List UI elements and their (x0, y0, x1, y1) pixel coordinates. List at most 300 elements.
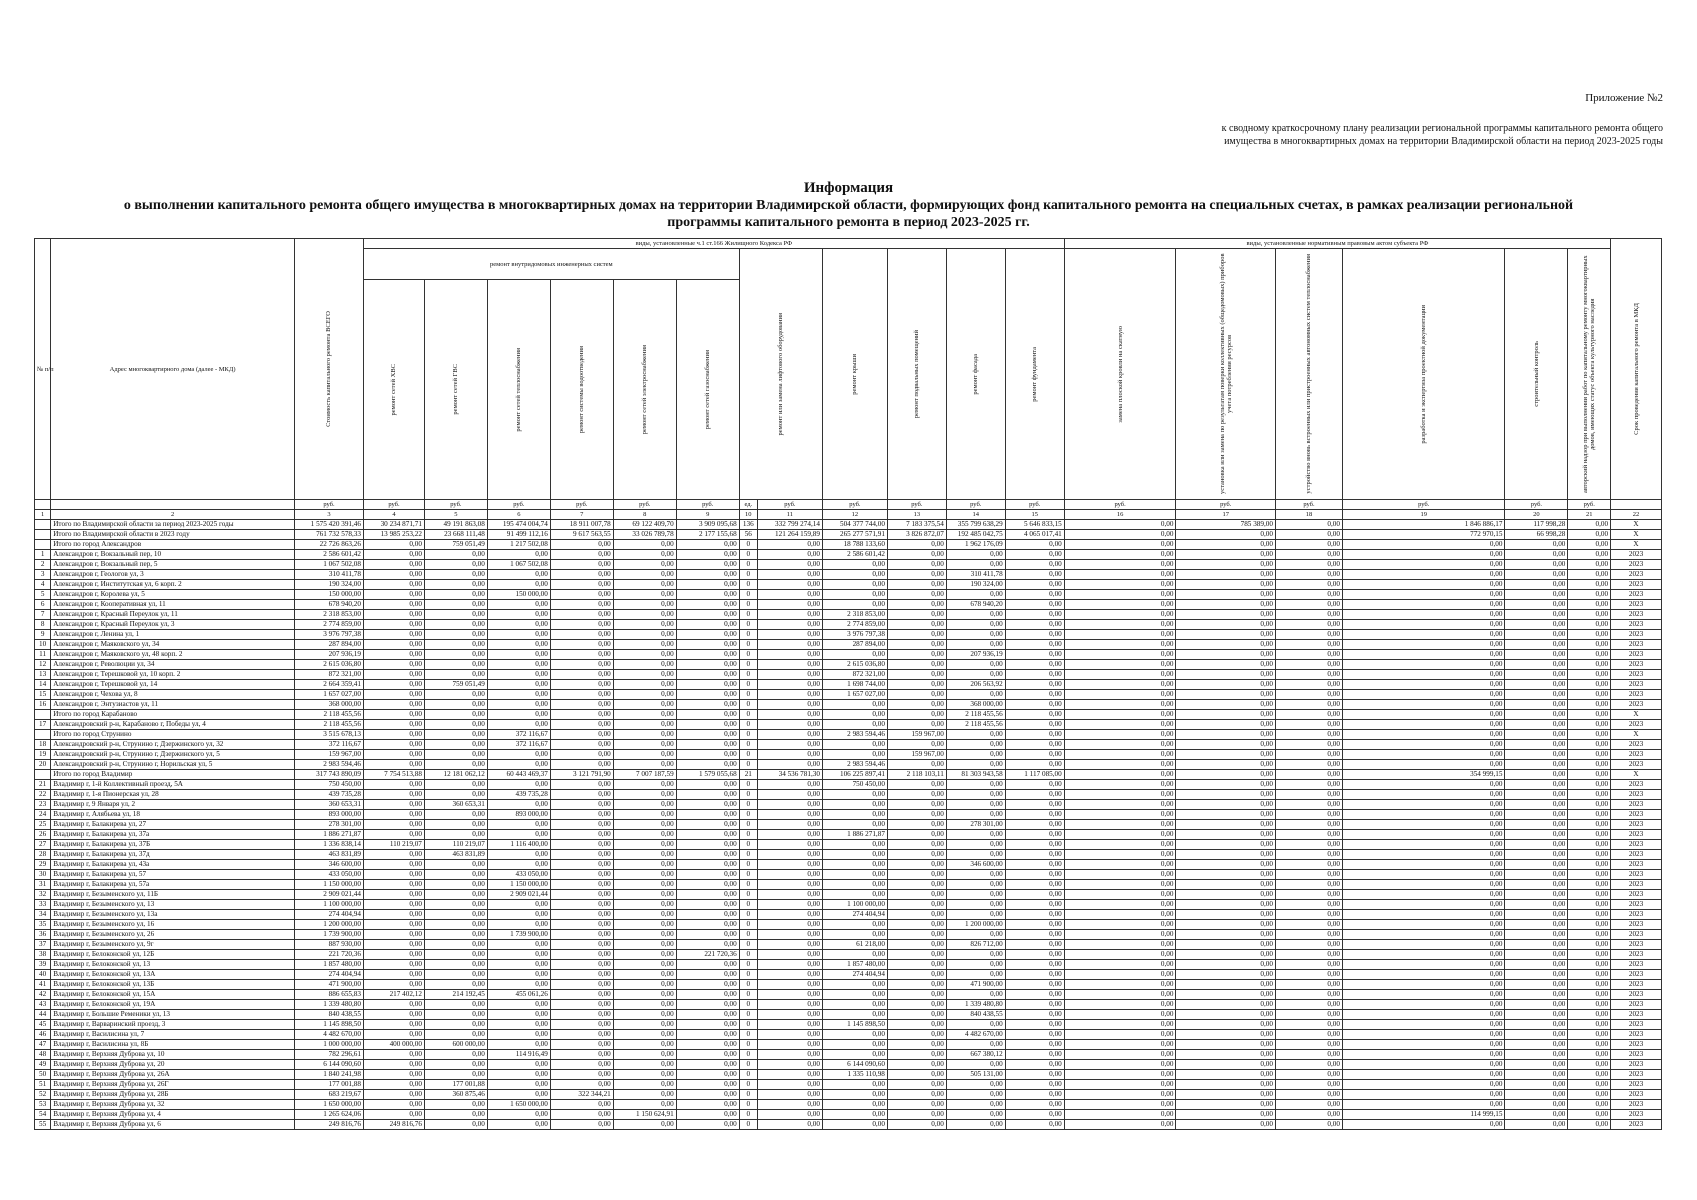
row-value: 0,00 (550, 960, 613, 970)
row-value: 0,00 (676, 1020, 739, 1030)
row-value: X (1611, 770, 1662, 780)
row-value: 0,00 (946, 1100, 1005, 1110)
row-value: 0,00 (613, 930, 676, 940)
row-value: 2023 (1611, 750, 1662, 760)
header-drain: ремонт системы водоотведения (550, 280, 613, 500)
row-value: 0,00 (1505, 1110, 1568, 1120)
row-value: 0,00 (1176, 640, 1276, 650)
row-value: 0,00 (1064, 780, 1176, 790)
row-value: 0,00 (946, 1110, 1005, 1120)
row-value: 0,00 (613, 1120, 676, 1130)
row-value: 360 653,31 (294, 800, 363, 810)
header-control: строительный контроль (1505, 249, 1568, 500)
row-value: 0,00 (1275, 650, 1342, 660)
row-value: 2023 (1611, 820, 1662, 830)
row-value: 2023 (1611, 840, 1662, 850)
row-value: 0,00 (1342, 890, 1504, 900)
row-value: 0,00 (550, 1030, 613, 1040)
row-value: 22 726 863,26 (294, 540, 363, 550)
row-address: Владимир г, Белоконской ул, 13Б (51, 980, 295, 990)
row-value: 0,00 (757, 970, 822, 980)
row-value: 0,00 (757, 1110, 822, 1120)
row-value: 0,00 (613, 960, 676, 970)
row-value: 0,00 (757, 870, 822, 880)
row-value: 3 976 797,38 (294, 630, 363, 640)
row-value: 0,00 (1005, 570, 1064, 580)
row-value: 0,00 (887, 990, 946, 1000)
row-value: 0,00 (550, 850, 613, 860)
row-value: 0,00 (613, 900, 676, 910)
row-value: 0,00 (946, 1080, 1005, 1090)
row-value: 190 324,00 (946, 580, 1005, 590)
row-value: 0,00 (1275, 1020, 1342, 1030)
row-value: 0,00 (1275, 520, 1342, 530)
row-value: 0,00 (1275, 810, 1342, 820)
row-value: 0,00 (363, 1100, 424, 1110)
row-value: 0,00 (1176, 940, 1276, 950)
row-value: 0,00 (424, 760, 487, 770)
row-value: 0,00 (757, 960, 822, 970)
row-value: 2 118 103,11 (887, 770, 946, 780)
row-value: 0,00 (676, 940, 739, 950)
row-value: 0,00 (1275, 550, 1342, 560)
row-value: 0,00 (1505, 560, 1568, 570)
row-value: 0,00 (887, 630, 946, 640)
row-value: 471 900,00 (946, 980, 1005, 990)
row-number: 52 (35, 1090, 51, 1100)
row-value: 0,00 (363, 860, 424, 870)
row-value: 2023 (1611, 920, 1662, 930)
row-value: 2023 (1611, 970, 1662, 980)
row-value: 0,00 (1176, 530, 1276, 540)
row-value: 0,00 (1064, 890, 1176, 900)
row-value: 0,00 (757, 560, 822, 570)
row-value: 0,00 (676, 840, 739, 850)
row-value: 0,00 (1176, 990, 1276, 1000)
row-value: 0,00 (1568, 620, 1611, 630)
row-value: 0,00 (1005, 890, 1064, 900)
row-value: 0,00 (1568, 580, 1611, 590)
row-value: 0 (739, 1020, 757, 1030)
row-value: 0,00 (1064, 540, 1176, 550)
row-value: 2023 (1611, 890, 1662, 900)
row-number: 23 (35, 800, 51, 810)
row-value: 893 000,00 (294, 810, 363, 820)
row-value: 0,00 (822, 700, 887, 710)
row-value: 0,00 (550, 700, 613, 710)
row-value: 0,00 (613, 1060, 676, 1070)
row-value: 0,00 (1342, 610, 1504, 620)
row-value: 0,00 (424, 980, 487, 990)
row-value: 0,00 (424, 970, 487, 980)
row-value: 0 (739, 900, 757, 910)
unit-cell: руб. (294, 500, 363, 510)
row-value: 0,00 (757, 670, 822, 680)
row-value: 0,00 (946, 1090, 1005, 1100)
table-row (35, 670, 1662, 680)
row-value: 0,00 (424, 1030, 487, 1040)
row-value: 0,00 (946, 1020, 1005, 1030)
row-value: 2023 (1611, 1050, 1662, 1060)
row-value: 0,00 (363, 1060, 424, 1070)
row-value: 0,00 (1005, 1070, 1064, 1080)
row-value: 0,00 (887, 1050, 946, 1060)
row-value: 1 150 624,91 (613, 1110, 676, 1120)
row-value: 9 617 563,55 (550, 530, 613, 540)
row-value: 0,00 (1064, 1110, 1176, 1120)
row-address: Итого по Владимирской области в 2023 году (51, 530, 295, 540)
row-value: 0,00 (1176, 780, 1276, 790)
row-value: 2023 (1611, 590, 1662, 600)
row-value: 0,00 (1505, 940, 1568, 950)
table-row (35, 930, 1662, 940)
row-value: 0,00 (424, 1100, 487, 1110)
row-value: 0,00 (1064, 940, 1176, 950)
row-value: 0,00 (822, 870, 887, 880)
row-value: 0,00 (1568, 840, 1611, 850)
row-value: 0,00 (1064, 920, 1176, 930)
row-value: 0 (739, 680, 757, 690)
row-value: 0,00 (1064, 580, 1176, 590)
row-value: 0 (739, 1030, 757, 1040)
row-value: 0,00 (363, 790, 424, 800)
row-value: 0,00 (822, 650, 887, 660)
row-value: 69 122 409,70 (613, 520, 676, 530)
row-value: 0,00 (550, 1070, 613, 1080)
row-value: 0 (739, 740, 757, 750)
column-number-cell: 17 (1176, 510, 1276, 520)
row-value: 0,00 (1064, 710, 1176, 720)
row-number: 47 (35, 1040, 51, 1050)
row-value: 0,00 (1176, 750, 1276, 760)
row-value: 0,00 (1005, 840, 1064, 850)
row-value: 0,00 (613, 600, 676, 610)
row-value: 0,00 (613, 950, 676, 960)
row-value: 0,00 (1275, 930, 1342, 940)
row-value: 0 (739, 860, 757, 870)
row-value: 0,00 (613, 840, 676, 850)
row-value: 0,00 (1005, 710, 1064, 720)
row-value: 249 816,76 (363, 1120, 424, 1130)
column-number-cell: 5 (424, 510, 487, 520)
row-value: 1 117 085,00 (1005, 770, 1064, 780)
row-value: 278 301,00 (946, 820, 1005, 830)
row-value: 0,00 (676, 970, 739, 980)
row-value: 0,00 (676, 730, 739, 740)
column-number-cell: 19 (1342, 510, 1504, 520)
row-address: Александров г, Революции ул, 34 (51, 660, 295, 670)
row-value: 0,00 (887, 840, 946, 850)
row-value: 0,00 (1176, 1010, 1276, 1020)
row-value: 0,00 (1176, 720, 1276, 730)
header-group-engineering: ремонт внутридомовых инженерных систем (363, 249, 739, 280)
row-value: 360 875,46 (424, 1090, 487, 1100)
row-value: 0,00 (487, 600, 550, 610)
row-value: 2 983 594,46 (822, 760, 887, 770)
row-value: 0,00 (1342, 720, 1504, 730)
row-value: 2 615 036,80 (822, 660, 887, 670)
repair-table (34, 238, 1662, 1130)
row-value: 0,00 (1005, 860, 1064, 870)
row-value: 0,00 (487, 860, 550, 870)
row-value: 0,00 (676, 540, 739, 550)
row-value: 0,00 (1342, 1040, 1504, 1050)
row-value: 0,00 (822, 570, 887, 580)
row-value: 0 (739, 600, 757, 610)
row-value: 0 (739, 670, 757, 680)
row-value: 0,00 (887, 760, 946, 770)
row-address: Владимир г, Верхняя Дуброва ул, 6 (51, 1120, 295, 1130)
row-value: 0,00 (550, 660, 613, 670)
row-value: 1 857 480,00 (294, 960, 363, 970)
row-value: 49 191 863,08 (424, 520, 487, 530)
row-value: 0,00 (1005, 810, 1064, 820)
row-value: 0,00 (363, 760, 424, 770)
row-value: 0,00 (1568, 1020, 1611, 1030)
row-value: 0,00 (424, 610, 487, 620)
total-row (35, 530, 1662, 540)
row-value: 0,00 (1505, 660, 1568, 670)
row-value: 0,00 (887, 570, 946, 580)
row-value: 0,00 (550, 890, 613, 900)
row-value: 0,00 (757, 610, 822, 620)
row-address: Владимир г, Балакирева ул, 37д (51, 850, 295, 860)
row-value: 0,00 (822, 980, 887, 990)
row-value: 0,00 (424, 1120, 487, 1130)
row-value: 0,00 (1342, 1050, 1504, 1060)
row-value: 2023 (1611, 1030, 1662, 1040)
row-value: 0,00 (1568, 770, 1611, 780)
row-value: 0 (739, 1120, 757, 1130)
row-value: 0,00 (887, 1100, 946, 1110)
row-value: 0,00 (676, 930, 739, 940)
row-value: 0,00 (946, 760, 1005, 770)
row-value: 782 296,61 (294, 1050, 363, 1060)
row-address: Владимир г, Большие Ременики ул, 13 (51, 1010, 295, 1020)
unit-cell: руб. (1568, 500, 1611, 510)
row-value: 18 788 133,60 (822, 540, 887, 550)
row-value: 0,00 (487, 970, 550, 980)
row-value: 0,00 (822, 580, 887, 590)
row-value: 0,00 (1064, 720, 1176, 730)
row-value: 0,00 (613, 650, 676, 660)
row-value: 0,00 (676, 960, 739, 970)
row-value: 2023 (1611, 640, 1662, 650)
row-value: 0,00 (1342, 710, 1504, 720)
header-flat-roof: замена плоской кровли на скатную (1064, 249, 1176, 500)
row-value: 0,00 (424, 730, 487, 740)
row-value: 0,00 (757, 950, 822, 960)
row-number: 39 (35, 960, 51, 970)
table-row (35, 910, 1662, 920)
header-lift: ремонт или замена лифтового оборудования (739, 249, 822, 500)
row-value: 750 450,00 (294, 780, 363, 790)
row-value: 0,00 (1568, 630, 1611, 640)
row-value: 0,00 (550, 590, 613, 600)
row-value: 0,00 (487, 640, 550, 650)
table-row (35, 750, 1662, 760)
row-value: 0,00 (757, 1100, 822, 1110)
row-value: 0,00 (363, 1110, 424, 1120)
row-value: 0,00 (1176, 840, 1276, 850)
title-line2: о выполнении капитального ремонта общего имущества в многоквартирных домах на территории Владимирской области, формирующих фонд капитального ремонта на специальных счетах, в рамках реализации региональной (123, 198, 1574, 213)
row-value: 0,00 (1505, 1090, 1568, 1100)
row-value: 0 (739, 1040, 757, 1050)
row-value: 0,00 (1176, 860, 1276, 870)
unit-cell: руб. (887, 500, 946, 510)
row-number: 3 (35, 570, 51, 580)
row-value: 2 118 455,56 (294, 710, 363, 720)
row-value: 0,00 (1275, 1040, 1342, 1050)
row-value: 0,00 (550, 620, 613, 630)
row-value: 2023 (1611, 910, 1662, 920)
row-value: 0,00 (613, 570, 676, 580)
column-number-cell: 7 (550, 510, 613, 520)
table-row (35, 860, 1662, 870)
row-value: 0,00 (487, 570, 550, 580)
row-value: 1 739 900,00 (294, 930, 363, 940)
row-value: 0,00 (424, 1050, 487, 1060)
row-value: 2023 (1611, 600, 1662, 610)
row-value: 0,00 (1005, 830, 1064, 840)
row-value: 2023 (1611, 800, 1662, 810)
row-address: Владимир г, Балакирева ул, 43а (51, 860, 295, 870)
row-number: 29 (35, 860, 51, 870)
row-value: 2023 (1611, 1100, 1662, 1110)
row-value: 0,00 (1505, 580, 1568, 590)
row-value: 0,00 (757, 1040, 822, 1050)
row-value: 274 404,94 (294, 970, 363, 980)
row-value: 0,00 (1505, 880, 1568, 890)
row-value: 0,00 (1505, 1080, 1568, 1090)
row-value: 0,00 (1275, 800, 1342, 810)
table-row (35, 980, 1662, 990)
row-value: 0,00 (1064, 950, 1176, 960)
row-value: 0 (739, 640, 757, 650)
row-value: 872 321,00 (294, 670, 363, 680)
header-group-law: виды, установленные ч.1 ст.166 Жилищного Кодекса РФ (363, 239, 1064, 249)
row-value: 0,00 (363, 820, 424, 830)
row-value: 0,00 (1342, 700, 1504, 710)
row-value: 0,00 (613, 1080, 676, 1090)
row-value: 0,00 (822, 600, 887, 610)
row-value: 0,00 (946, 800, 1005, 810)
row-value: 0,00 (1505, 600, 1568, 610)
row-value: 0,00 (487, 910, 550, 920)
row-value: 0 (739, 760, 757, 770)
header-hvs: ремонт сетей ХВС (363, 280, 424, 500)
row-value: 0,00 (1064, 740, 1176, 750)
row-address: Владимир г, Верхняя Дуброва ул, 32 (51, 1100, 295, 1110)
row-value: 0,00 (676, 1100, 739, 1110)
row-value: 0,00 (1275, 530, 1342, 540)
row-value: X (1611, 520, 1662, 530)
row-value: 114 999,15 (1342, 1110, 1504, 1120)
row-value: 0,00 (1275, 700, 1342, 710)
column-number-cell: 15 (1005, 510, 1064, 520)
row-value: 0,00 (550, 820, 613, 830)
row-value: 274 404,94 (822, 910, 887, 920)
row-value: 433 050,00 (487, 870, 550, 880)
row-value: 56 (739, 530, 757, 540)
row-value: 505 131,00 (946, 1070, 1005, 1080)
row-value: 0,00 (424, 620, 487, 630)
row-value: 110 219,07 (424, 840, 487, 850)
row-address: Владимир г, Белоконской ул, 13А (51, 970, 295, 980)
row-value: 0 (739, 710, 757, 720)
row-value: 0,00 (363, 980, 424, 990)
row-value: 0,00 (363, 970, 424, 980)
row-value: 0,00 (613, 670, 676, 680)
row-value: 0,00 (487, 900, 550, 910)
row-value: 0,00 (887, 640, 946, 650)
row-value: 0 (739, 910, 757, 920)
row-value: 0,00 (1342, 810, 1504, 820)
row-value: 0,00 (1005, 630, 1064, 640)
table-row (35, 620, 1662, 630)
row-value: 0,00 (1568, 710, 1611, 720)
table-row (35, 630, 1662, 640)
row-value: 0,00 (613, 970, 676, 980)
table-row (35, 650, 1662, 660)
table-row (35, 800, 1662, 810)
row-value: 0,00 (887, 700, 946, 710)
row-value: 0,00 (1505, 1100, 1568, 1110)
row-value: 2023 (1611, 550, 1662, 560)
row-value: 0,00 (1275, 670, 1342, 680)
header-basement: ремонт подвальных помещений (887, 249, 946, 500)
row-value: 0,00 (424, 700, 487, 710)
row-value: 274 404,94 (822, 970, 887, 980)
row-value: 0,00 (757, 990, 822, 1000)
row-value: 2023 (1611, 700, 1662, 710)
row-value: 0,00 (1342, 920, 1504, 930)
row-value: 471 900,00 (294, 980, 363, 990)
unit-cell: руб. (1064, 500, 1176, 510)
unit-cell: руб. (757, 500, 822, 510)
row-value: 600 000,00 (424, 1040, 487, 1050)
row-value: 0,00 (363, 1010, 424, 1020)
row-value: 1 846 886,17 (1342, 520, 1504, 530)
row-number (35, 710, 51, 720)
row-value: 0,00 (1005, 1040, 1064, 1050)
header-roof: ремонт крыши (822, 249, 887, 500)
row-address: Александров г, Вокзальный пер, 10 (51, 550, 295, 560)
row-value: 2023 (1611, 1080, 1662, 1090)
row-value: 0,00 (1064, 530, 1176, 540)
row-value: 0,00 (550, 970, 613, 980)
row-value: 0,00 (424, 920, 487, 930)
row-value: 0,00 (757, 700, 822, 710)
row-value: 0 (739, 800, 757, 810)
row-value: 0,00 (550, 710, 613, 720)
total-row (35, 540, 1662, 550)
row-value: 0,00 (757, 600, 822, 610)
row-value: 0,00 (1505, 830, 1568, 840)
row-address: Владимир г, Василисина ул, 7 (51, 1030, 295, 1040)
row-value: 0,00 (822, 1090, 887, 1100)
row-address: Владимир г, Балакирева ул, 37Б (51, 840, 295, 850)
row-value: 136 (739, 520, 757, 530)
column-number-cell: 10 (739, 510, 757, 520)
row-value: 0,00 (676, 570, 739, 580)
row-value: 0,00 (1064, 1000, 1176, 1010)
row-value: 0,00 (822, 1010, 887, 1020)
table-row (35, 700, 1662, 710)
row-value: 206 563,92 (946, 680, 1005, 690)
row-value: 287 894,00 (294, 640, 363, 650)
row-value: 2023 (1611, 950, 1662, 960)
